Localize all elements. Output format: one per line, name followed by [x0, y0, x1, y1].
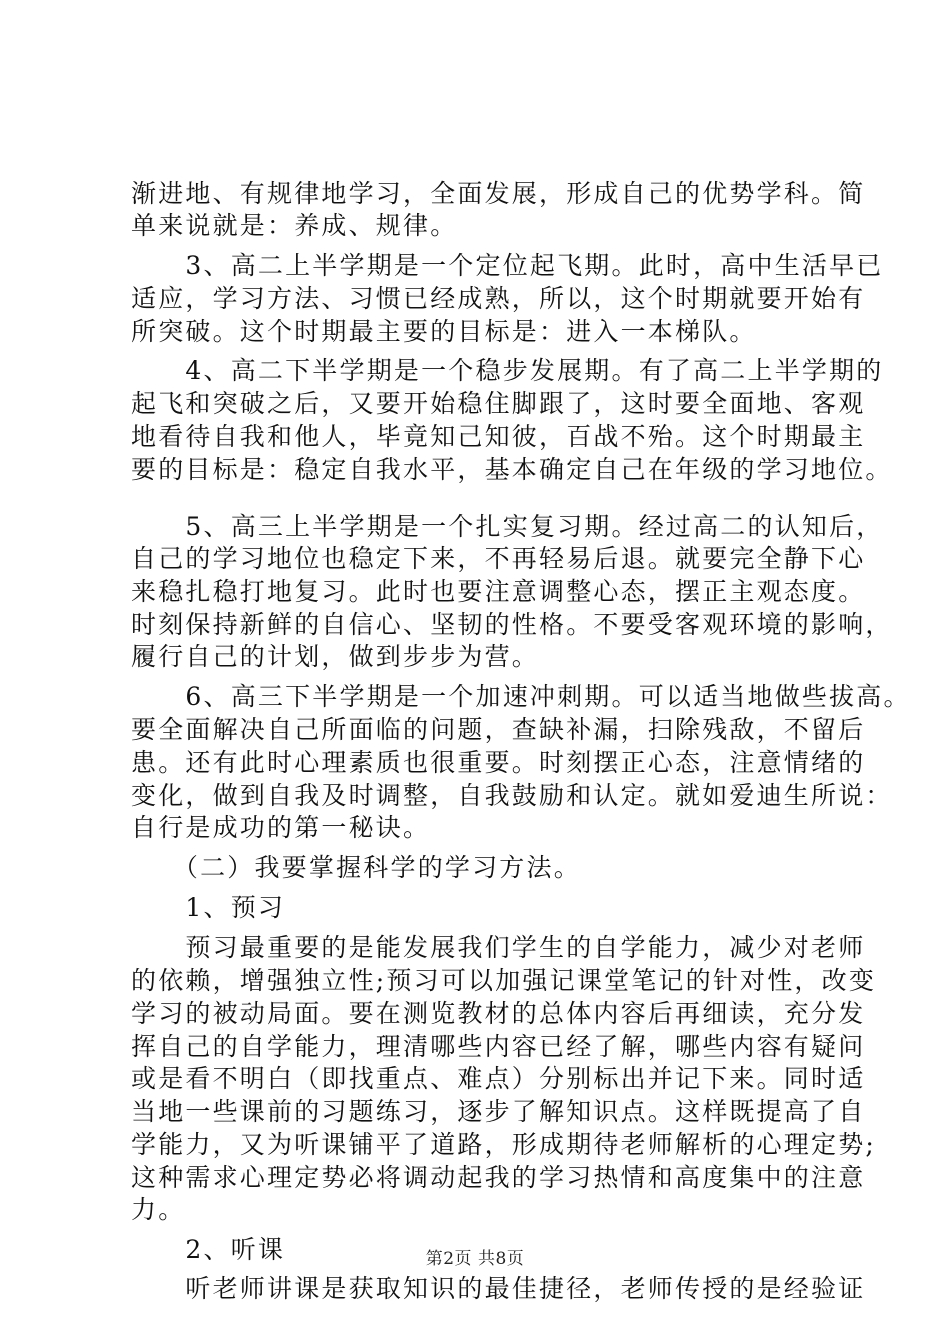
- text-line: 自行是成功的第一秘诀。: [131, 813, 431, 842]
- text-line: 患。还有此时心理素质也很重要。时刻摆正心态，注意情绪的: [131, 748, 866, 777]
- text-line: 预习最重要的是能发展我们学生的自学能力，减少对老师: [131, 933, 866, 962]
- text-line: 履行自己的计划，做到步步为营。: [131, 642, 540, 671]
- text-line: （二）我要掌握科学的学习方法。: [131, 853, 581, 882]
- text-line: 单来说就是：养成、规律。: [131, 211, 458, 240]
- text-line: 来稳扎稳打地复习。此时也要注意调整心态，摆正主观态度。: [131, 577, 866, 606]
- text-line: 所突破。这个时期最主要的目标是：进入一本梯队。: [131, 317, 757, 346]
- text-line: 5、高三上半学期是一个扎实复习期。经过高二的认知后，: [131, 512, 884, 541]
- text-line: 力。: [131, 1195, 186, 1224]
- text-line: 1、预习: [131, 893, 286, 922]
- text-line: 要的目标是：稳定自我水平，基本确定自己在年级的学习地位。: [131, 455, 893, 484]
- text-line: 渐进地、有规律地学习，全面发展，形成自己的优势学科。简: [131, 179, 866, 208]
- text-line: 的依赖，增强独立性;预习可以加强记课堂笔记的针对性，改变: [131, 966, 877, 995]
- text-line: 6、高三下半学期是一个加速冲刺期。可以适当地做些拔高。: [131, 682, 911, 711]
- text-line: 适应，学习方法、习惯已经成熟，所以，这个时期就要开始有: [131, 284, 866, 313]
- text-line: 学能力，又为听课铺平了道路，形成期待老师解析的心理定势;: [131, 1130, 877, 1159]
- text-line: 起飞和突破之后，又要开始稳住脚跟了，这时要全面地、客观: [131, 389, 866, 418]
- text-line: 时刻保持新鲜的自信心、坚韧的性格。不要受客观环境的影响，: [131, 610, 893, 639]
- text-line: 自己的学习地位也稳定下来，不再轻易后退。就要完全静下心: [131, 544, 866, 573]
- text-line: 学习的被动局面。要在测览教材的总体内容后再细读，充分发: [131, 999, 866, 1028]
- text-line: 要全面解决自己所面临的问题，查缺补漏，扫除残敌，不留后: [131, 715, 866, 744]
- text-line: 听老师讲课是获取知识的最佳捷径，老师传授的是经验证: [131, 1274, 866, 1303]
- text-line: 挥自己的自学能力，理清哪些内容已经了解，哪些内容有疑问: [131, 1032, 866, 1061]
- text-line: 2、听课: [131, 1235, 286, 1264]
- text-line: 或是看不明白（即找重点、难点）分别标出并记下来。同时适: [131, 1064, 866, 1093]
- page-footer: 第2页 共8页: [425, 1249, 525, 1269]
- text-line: 3、高二上半学期是一个定位起飞期。此时，高中生活早已: [131, 251, 884, 280]
- text-line: 地看待自我和他人，毕竟知己知彼，百战不殆。这个时期最主: [131, 422, 866, 451]
- text-line: 当地一些课前的习题练习，逐步了解知识点。这样既提高了自: [131, 1097, 866, 1126]
- text-line: 4、高二下半学期是一个稳步发展期。有了高二上半学期的: [131, 356, 884, 385]
- text-line: 变化，做到自我及时调整，自我鼓励和认定。就如爱迪生所说：: [131, 781, 893, 810]
- text-line: 这种需求心理定势必将调动起我的学习热情和高度集中的注意: [131, 1163, 866, 1192]
